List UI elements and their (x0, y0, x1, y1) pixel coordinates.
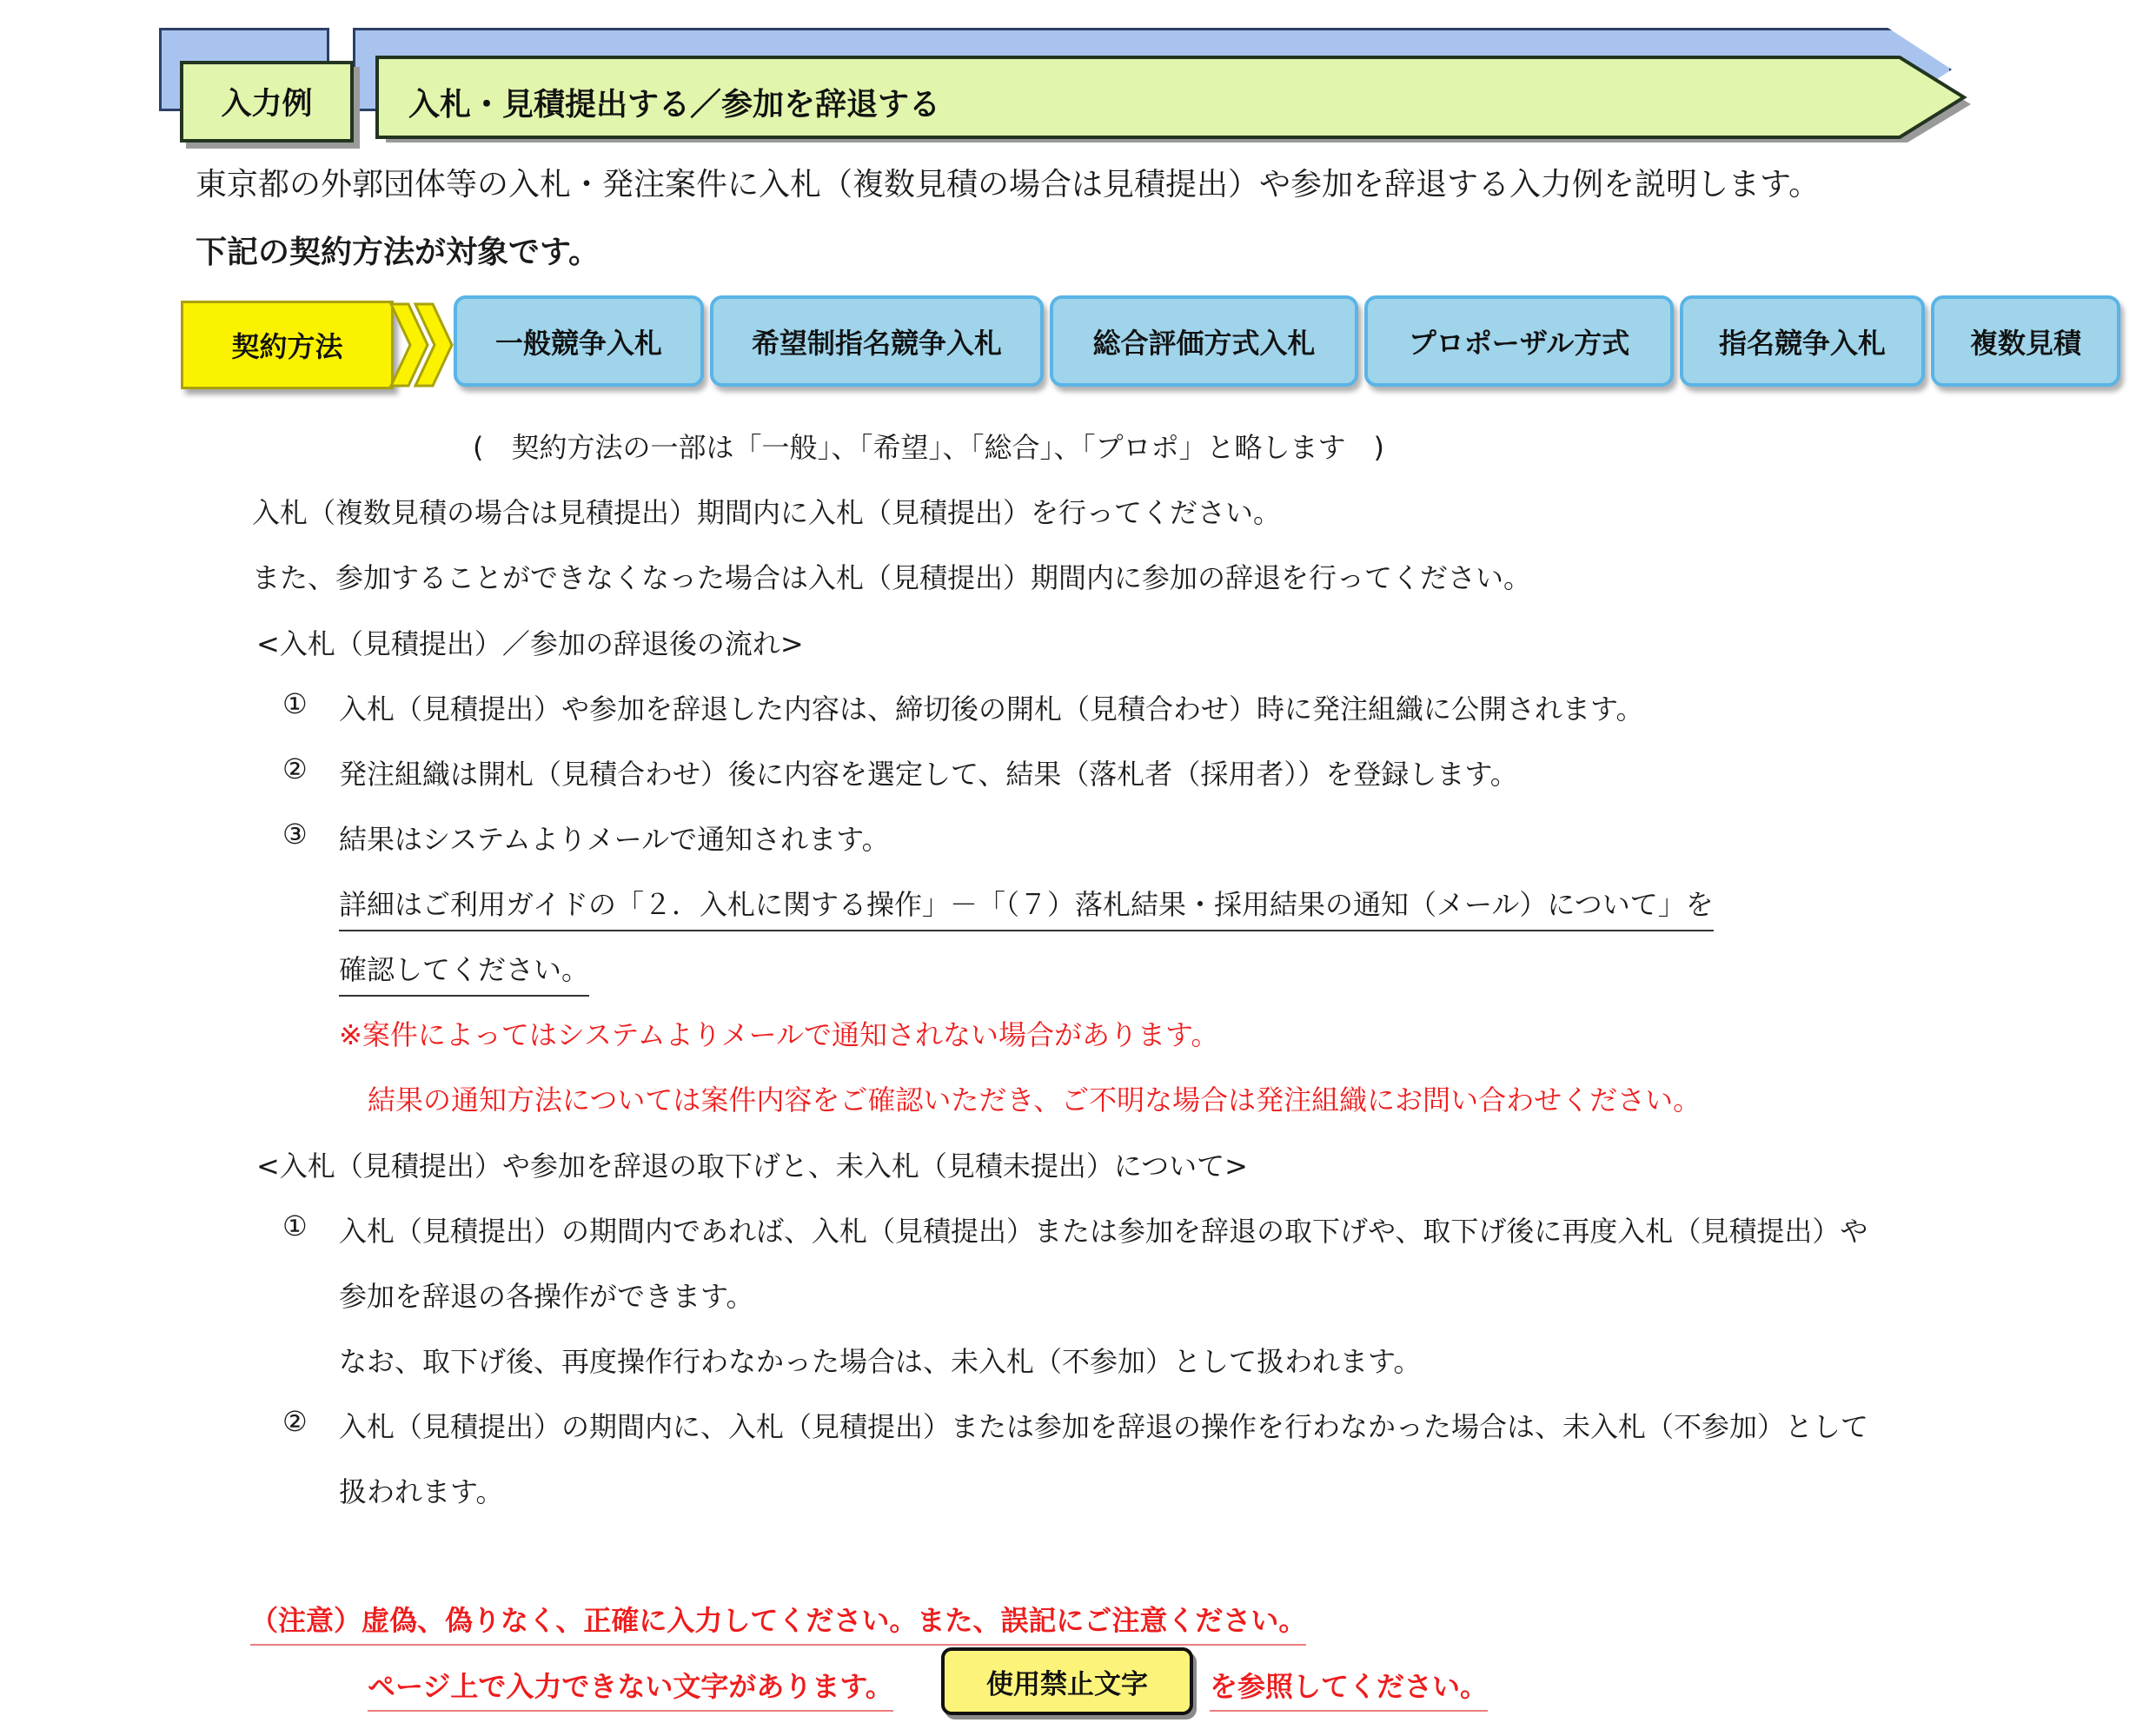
method-multiple-estimates[interactable]: 複数見積 (1931, 295, 2120, 387)
list-marker: ② (282, 752, 308, 785)
target-heading: 下記の契約方法が対象です。 (196, 235, 600, 270)
caution-text: （注意）虚偽、偽りなく、正確に入力してください。また、誤記にご注意ください。 (250, 1599, 1306, 1646)
list-marker: ③ (282, 818, 308, 851)
mail-warning-note: ※案件によってはシステムよりメールで通知されない場合があります。 (339, 1018, 1219, 1051)
forbidden-characters-button[interactable]: 使用禁止文字 (941, 1647, 1193, 1715)
list-item-cont: 参加を辞退の各操作ができます。 (339, 1280, 754, 1313)
method-designated-by-request[interactable]: 希望制指名競争入札 (710, 295, 1044, 387)
list-item: 入札（見積提出）や参加を辞退した内容は、締切後の開札（見積合わせ）時に発注組織に公開されます。 (339, 692, 1644, 726)
method-comprehensive-evaluation[interactable]: 総合評価方式入札 (1050, 295, 1358, 387)
list-item: 入札（見積提出）の期間内であれば、入札（見積提出）または参加を辞退の取下げや、取下げ後に再度入札（見積提出）や (339, 1215, 1868, 1248)
list-marker: ② (282, 1405, 308, 1438)
guide-reference-link[interactable]: 詳細はご利用ガイドの「２．入札に関する操作」－「（７）落札結果・採用結果の通知（メール）について」を (339, 883, 1714, 931)
method-general-competitive[interactable]: 一般競争入札 (454, 295, 704, 387)
abbreviation-note: ( 契約方法の一部は「一般」、「希望」、「総合」、「プロポ」と略します ) (473, 431, 1384, 464)
list-item-note: なお、取下げ後、再度操作行わなかった場合は、未入札（不参加）として扱われます。 (339, 1345, 1422, 1378)
contract-method-label: 契約方法 (181, 301, 394, 389)
intro-text: 東京都の外郭団体等の入札・発注案件に入札（複数見積の場合は見積提出）や参加を辞退する入力例を説明します。 (196, 167, 1821, 202)
list-marker: ① (282, 687, 308, 720)
mail-warning-note-cont: 結果の通知方法については案件内容をご確認いただき、ご不明な場合は発注組織にお問い合わせください。 (368, 1083, 1702, 1116)
guide-reference-link-cont[interactable]: 確認してください。 (339, 948, 589, 997)
list-marker: ① (282, 1209, 308, 1242)
method-designated-competitive[interactable]: 指名競争入札 (1680, 295, 1925, 387)
list-item: 発注組織は開札（見積合わせ）後に内容を選定して、結果（落札者（採用者））を登録します。 (339, 758, 1518, 791)
section-heading-flow: <入札（見積提出）／参加の辞退後の流れ> (256, 627, 804, 660)
list-item: 入札（見積提出）の期間内に、入札（見積提出）または参加を辞退の操作を行わなかった場合は、未入札（不参加）として (339, 1410, 1869, 1443)
list-item: 結果はシステムよりメールで通知されます。 (339, 823, 890, 856)
caution-forbidden-chars-text: ページ上で入力できない文字があります。 (368, 1665, 893, 1712)
method-proposal[interactable]: プロポーザル方式 (1364, 295, 1674, 387)
list-item-cont: 扱われます。 (339, 1475, 504, 1508)
header-label: 入力例 (180, 61, 354, 142)
paragraph-2: また、参加することができなくなった場合は入札（見積提出）期間内に参加の辞退を行ってください。 (252, 561, 1532, 594)
caution-refer-text: を参照してください。 (1210, 1665, 1488, 1712)
paragraph-1: 入札（複数見積の場合は見積提出）期間内に入札（見積提出）を行ってください。 (252, 496, 1282, 529)
section-heading-withdrawal: <入札（見積提出）や参加を辞退の取下げと、未入札（見積未提出）について> (256, 1150, 1248, 1183)
page-title: 入札・見積提出する／参加を辞退する (408, 87, 941, 123)
